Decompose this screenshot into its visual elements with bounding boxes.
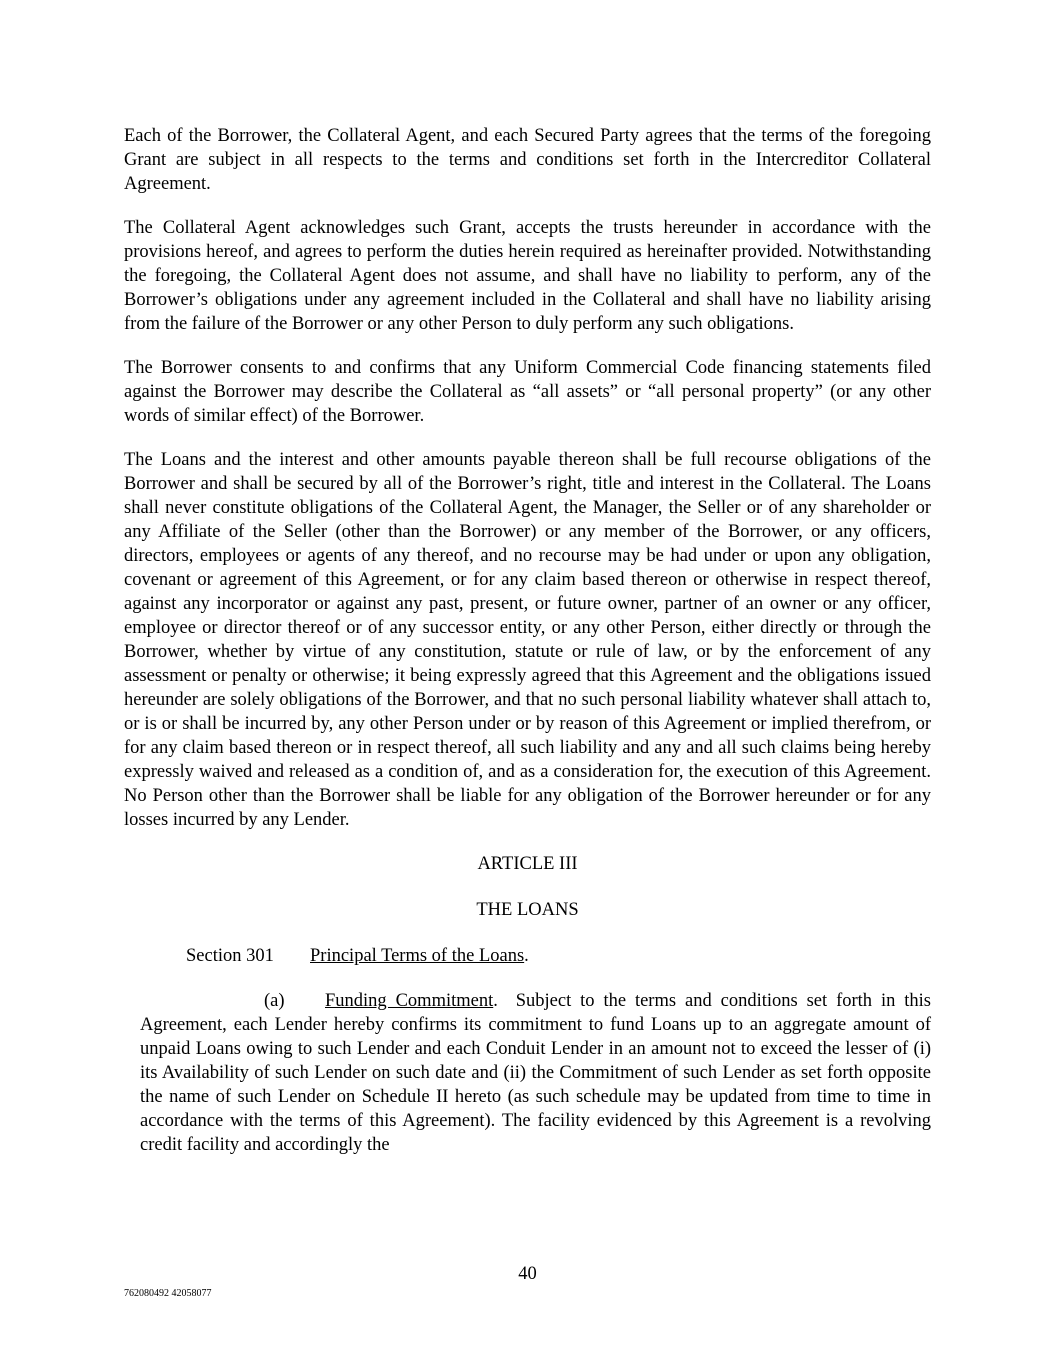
section-heading	[186, 944, 931, 968]
section-title: Principal Terms of the Loans	[310, 946, 525, 966]
document-body	[124, 124, 931, 1157]
subsection-label: (a)	[264, 991, 285, 1011]
section-number: Section 301	[186, 946, 274, 966]
subsection-title-suffix: .	[493, 991, 498, 1011]
paragraph-collateral-agent: The Collateral Agent acknowledges such Grant, accepts the trusts hereunder in accordance with the provisions hereof, and agrees to perform the duties herein required as hereinafter provided. Notwithstanding the foregoing, the Collateral Agent does not assume, and shall have no liability to perform, any of the Borrower’s obligations under any agreement included in the Collateral and shall have no liability arising from the failure of the Borrower or any other Person to duly perform any such obligations.	[124, 218, 931, 334]
subsection-a	[140, 989, 931, 1157]
paragraph-intercreditor: Each of the Borrower, the Collateral Agent, and each Secured Party agrees that the terms of the foregoing Grant are subject in all respects to the terms and conditions set forth in the Intercreditor Collateral Agreement.	[124, 126, 931, 194]
article-title: THE LOANS	[476, 900, 579, 920]
document-id: 762080492 42058077	[124, 1288, 212, 1299]
article-number: ARTICLE III	[477, 854, 578, 874]
paragraph-recourse: The Loans and the interest and other amounts payable thereon shall be full recourse obligations of the Borrower and shall be secured by all of the Borrower’s right, title and interest in the Collateral. The Loans shall never constitute obligations of the Collateral Agent, the Manager, the Seller or of any shareholder or any Affiliate of the Seller (other than the Borrower) or any member of the Borrower, or any officers, directors, employees or agents of any thereof, and no recourse may be had under or upon any obligation, covenant or agreement of this Agreement, or for any claim based thereon or otherwise in respect thereof, against any incorporator or against any past, present, or future owner, partner of an owner or any officer, employee or director thereof or of any successor entity, or any other Person, either directly or through the Borrower, whether by virtue of any constitution, statute or rule of law, or by the enforcement of any assessment or penalty or otherwise; it being expressly agreed that this Agreement and the obligations issued hereunder are solely obligations of the Borrower, and that no such personal liability whatever shall attach to, or is or shall be incurred by, any other Person under or by reason of this Agreement or implied therefrom, or for any claim based thereon or in respect thereof, all such liability and any and all such claims being hereby expressly waived and released as a condition of, and as a consideration for, the execution of this Agreement. No Person other than the Borrower shall be liable for any obligation of the Borrower hereunder or for any losses incurred by any Lender.	[124, 450, 931, 830]
paragraph-ucc-financing: The Borrower consents to and confirms that any Uniform Commercial Code financing statements filed against the Borrower may describe the Collateral as “all assets” or “all personal property” (or any other words of similar effect) of the Borrower.	[124, 358, 931, 426]
subsection-text: Subject to the terms and conditions set forth in this Agreement, each Lender hereby confirms its commitment to fund Loans up to an aggregate amount of unpaid Loans owing to such Lender and each Conduit Lender in an amount not to exceed the lesser of (i) its Availability of such Lender on such date and (ii) the Commitment of such Lender as set forth opposite the name of such Lender on Schedule II hereto (as such schedule may be updated from time to time in accordance with the terms of this Agreement). The facility evidenced by this Agreement is a revolving credit facility and accordingly the	[140, 991, 931, 1155]
section-title-suffix: .	[524, 946, 529, 966]
page-number: 40	[518, 1264, 537, 1284]
subsection-title: Funding Commitment	[325, 991, 494, 1011]
